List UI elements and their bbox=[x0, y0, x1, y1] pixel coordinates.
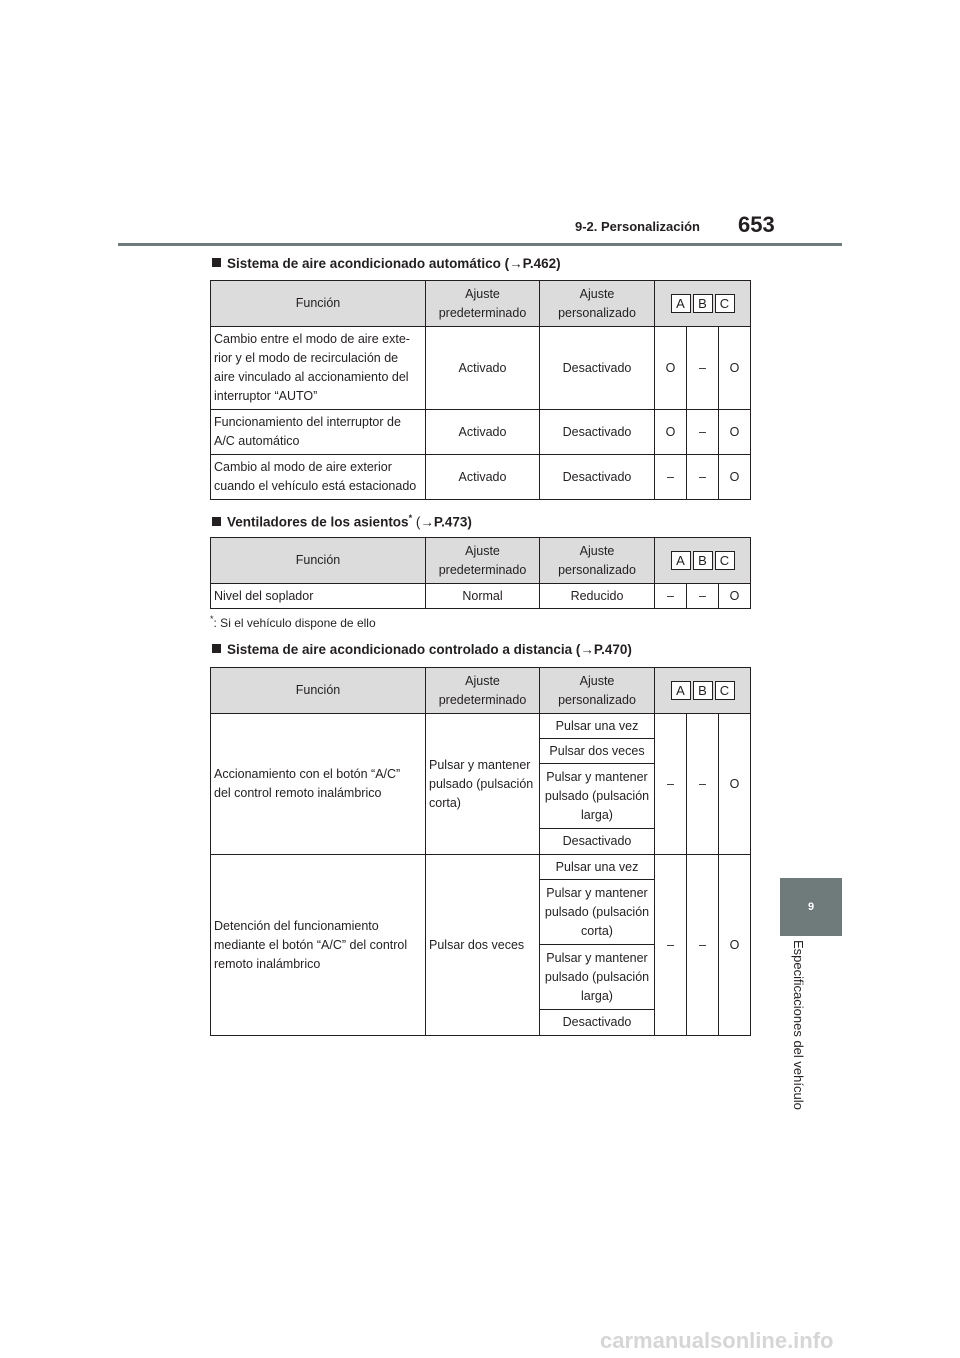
header-a-box: A bbox=[671, 681, 691, 700]
cell-custom: Reducido bbox=[540, 584, 655, 609]
header-abc bbox=[655, 538, 751, 584]
footnote-marker: * bbox=[210, 614, 214, 624]
section-title-text: Ventiladores de los asientos bbox=[227, 514, 409, 530]
settings-table-seat-fans bbox=[210, 537, 751, 609]
cell-custom: Desactivado bbox=[540, 327, 655, 410]
header-funcion: Función bbox=[211, 281, 426, 327]
page-reference-link[interactable]: P.473) bbox=[433, 514, 472, 530]
cell-default: Activado bbox=[426, 455, 540, 500]
cell-custom: Desactivado bbox=[540, 410, 655, 455]
cell-default: Activado bbox=[426, 410, 540, 455]
table-header-row bbox=[211, 538, 751, 584]
header-b-box: B bbox=[693, 294, 713, 313]
cell-a: – bbox=[655, 455, 687, 500]
cell-function: Funcionamiento del interruptor de A/C automático bbox=[211, 410, 426, 455]
cell-function: Cambio entre el modo de aire exte- rior y el modo de recirculación de aire vinculado al accionamiento del interruptor “AUTO” bbox=[211, 327, 426, 410]
cell-default: Activado bbox=[426, 327, 540, 410]
cell-c: O bbox=[719, 410, 751, 455]
header-custom: Ajuste personalizado bbox=[540, 668, 655, 714]
settings-table-remote-ac bbox=[210, 667, 751, 1036]
section-title-remote-ac bbox=[212, 642, 632, 657]
settings-table-auto-ac bbox=[210, 280, 751, 500]
header-c-box: C bbox=[715, 681, 735, 700]
header-funcion: Función bbox=[211, 668, 426, 714]
cell-option: Pulsar y mantener pulsado (pulsación larga) bbox=[540, 764, 655, 829]
section-title-text: Sistema de aire acondicionado controlado a distancia ( bbox=[227, 642, 581, 657]
table-row bbox=[211, 714, 751, 739]
square-bullet-icon bbox=[212, 258, 221, 267]
section-title-auto-ac bbox=[212, 256, 561, 271]
cell-a: O bbox=[655, 410, 687, 455]
page-reference-link[interactable]: P.462) bbox=[522, 256, 561, 271]
header-b-box: B bbox=[693, 681, 713, 700]
cell-a: O bbox=[655, 327, 687, 410]
header-abc bbox=[655, 281, 751, 327]
cell-option: Pulsar una vez bbox=[540, 855, 655, 880]
cell-option: Pulsar y mantener pulsado (pulsación corta) bbox=[540, 880, 655, 945]
cell-c: O bbox=[719, 455, 751, 500]
header-custom: Ajuste personalizado bbox=[540, 281, 655, 327]
cell-b: – bbox=[687, 584, 719, 609]
cell-option: Pulsar una vez bbox=[540, 714, 655, 739]
cell-function: Cambio al modo de aire exterior cuando el vehículo está estacionado bbox=[211, 455, 426, 500]
chapter-tab[interactable]: 9 bbox=[780, 878, 842, 936]
cell-default: Normal bbox=[426, 584, 540, 609]
cell-c: O bbox=[719, 584, 751, 609]
cell-default: Pulsar y mantener pulsado (pulsación corta) bbox=[426, 714, 540, 855]
cell-b: – bbox=[687, 714, 719, 855]
section-title-seat-fans: Ventiladores de los asientos* (→P.473) bbox=[212, 513, 472, 530]
table-row bbox=[211, 455, 751, 500]
header-c-box: C bbox=[715, 294, 735, 313]
header-default: Ajuste predeterminado bbox=[426, 668, 540, 714]
table-header-row bbox=[211, 281, 751, 327]
footnote-text: : Si el vehículo dispone de ello bbox=[213, 616, 376, 630]
cell-function: Accionamiento con el botón “A/C” del control remoto inalámbrico bbox=[211, 714, 426, 855]
cell-b: – bbox=[687, 327, 719, 410]
table-row bbox=[211, 410, 751, 455]
cell-b: – bbox=[687, 455, 719, 500]
header-section-title: 9-2. Personalización bbox=[575, 219, 700, 234]
page-number: 653 bbox=[738, 212, 775, 237]
arrow-right-icon: → bbox=[580, 642, 594, 657]
cell-default: Pulsar dos veces bbox=[426, 855, 540, 1036]
header-default: Ajuste predeterminado bbox=[426, 281, 540, 327]
header-c-box: C bbox=[715, 551, 735, 570]
square-bullet-icon bbox=[212, 517, 221, 526]
cell-option: Desactivado bbox=[540, 829, 655, 855]
cell-a: – bbox=[655, 584, 687, 609]
cell-custom: Desactivado bbox=[540, 455, 655, 500]
cell-c: O bbox=[719, 855, 751, 1036]
arrow-right-icon: → bbox=[420, 514, 434, 530]
cell-a: – bbox=[655, 855, 687, 1036]
cell-option: Desactivado bbox=[540, 1010, 655, 1036]
arrow-right-icon: → bbox=[509, 256, 523, 271]
table-header-row bbox=[211, 668, 751, 714]
header-a-box: A bbox=[671, 294, 691, 313]
section-title-text: Sistema de aire acondicionado automático ( bbox=[227, 256, 510, 271]
cell-b: – bbox=[687, 855, 719, 1036]
header-divider bbox=[118, 243, 842, 246]
header-default: Ajuste predeterminado bbox=[426, 538, 540, 584]
footnote bbox=[210, 614, 376, 630]
cell-option: Pulsar y mantener pulsado (pulsación larga) bbox=[540, 945, 655, 1010]
cell-c: O bbox=[719, 714, 751, 855]
header-funcion: Función bbox=[211, 538, 426, 584]
header-custom: Ajuste personalizado bbox=[540, 538, 655, 584]
chapter-label-text: Especificaciones del vehículo bbox=[791, 940, 806, 1110]
chapter-label bbox=[788, 940, 808, 1130]
cell-a: – bbox=[655, 714, 687, 855]
table-row bbox=[211, 327, 751, 410]
cell-b: – bbox=[687, 410, 719, 455]
header-a-box: A bbox=[671, 551, 691, 570]
header-abc bbox=[655, 668, 751, 714]
page-reference-link[interactable]: P.470) bbox=[593, 642, 632, 657]
cell-function: Nivel del soplador bbox=[211, 584, 426, 609]
cell-function: Detención del funcionamiento mediante el botón “A/C” del control remoto inalámbrico bbox=[211, 855, 426, 1036]
table-row bbox=[211, 855, 751, 880]
watermark: carmanualsonline.info bbox=[600, 1328, 834, 1353]
square-bullet-icon bbox=[212, 644, 221, 653]
cell-option: Pulsar dos veces bbox=[540, 739, 655, 764]
cell-c: O bbox=[719, 327, 751, 410]
header-b-box: B bbox=[693, 551, 713, 570]
footnote-marker: * bbox=[408, 513, 413, 523]
table-row bbox=[211, 584, 751, 609]
